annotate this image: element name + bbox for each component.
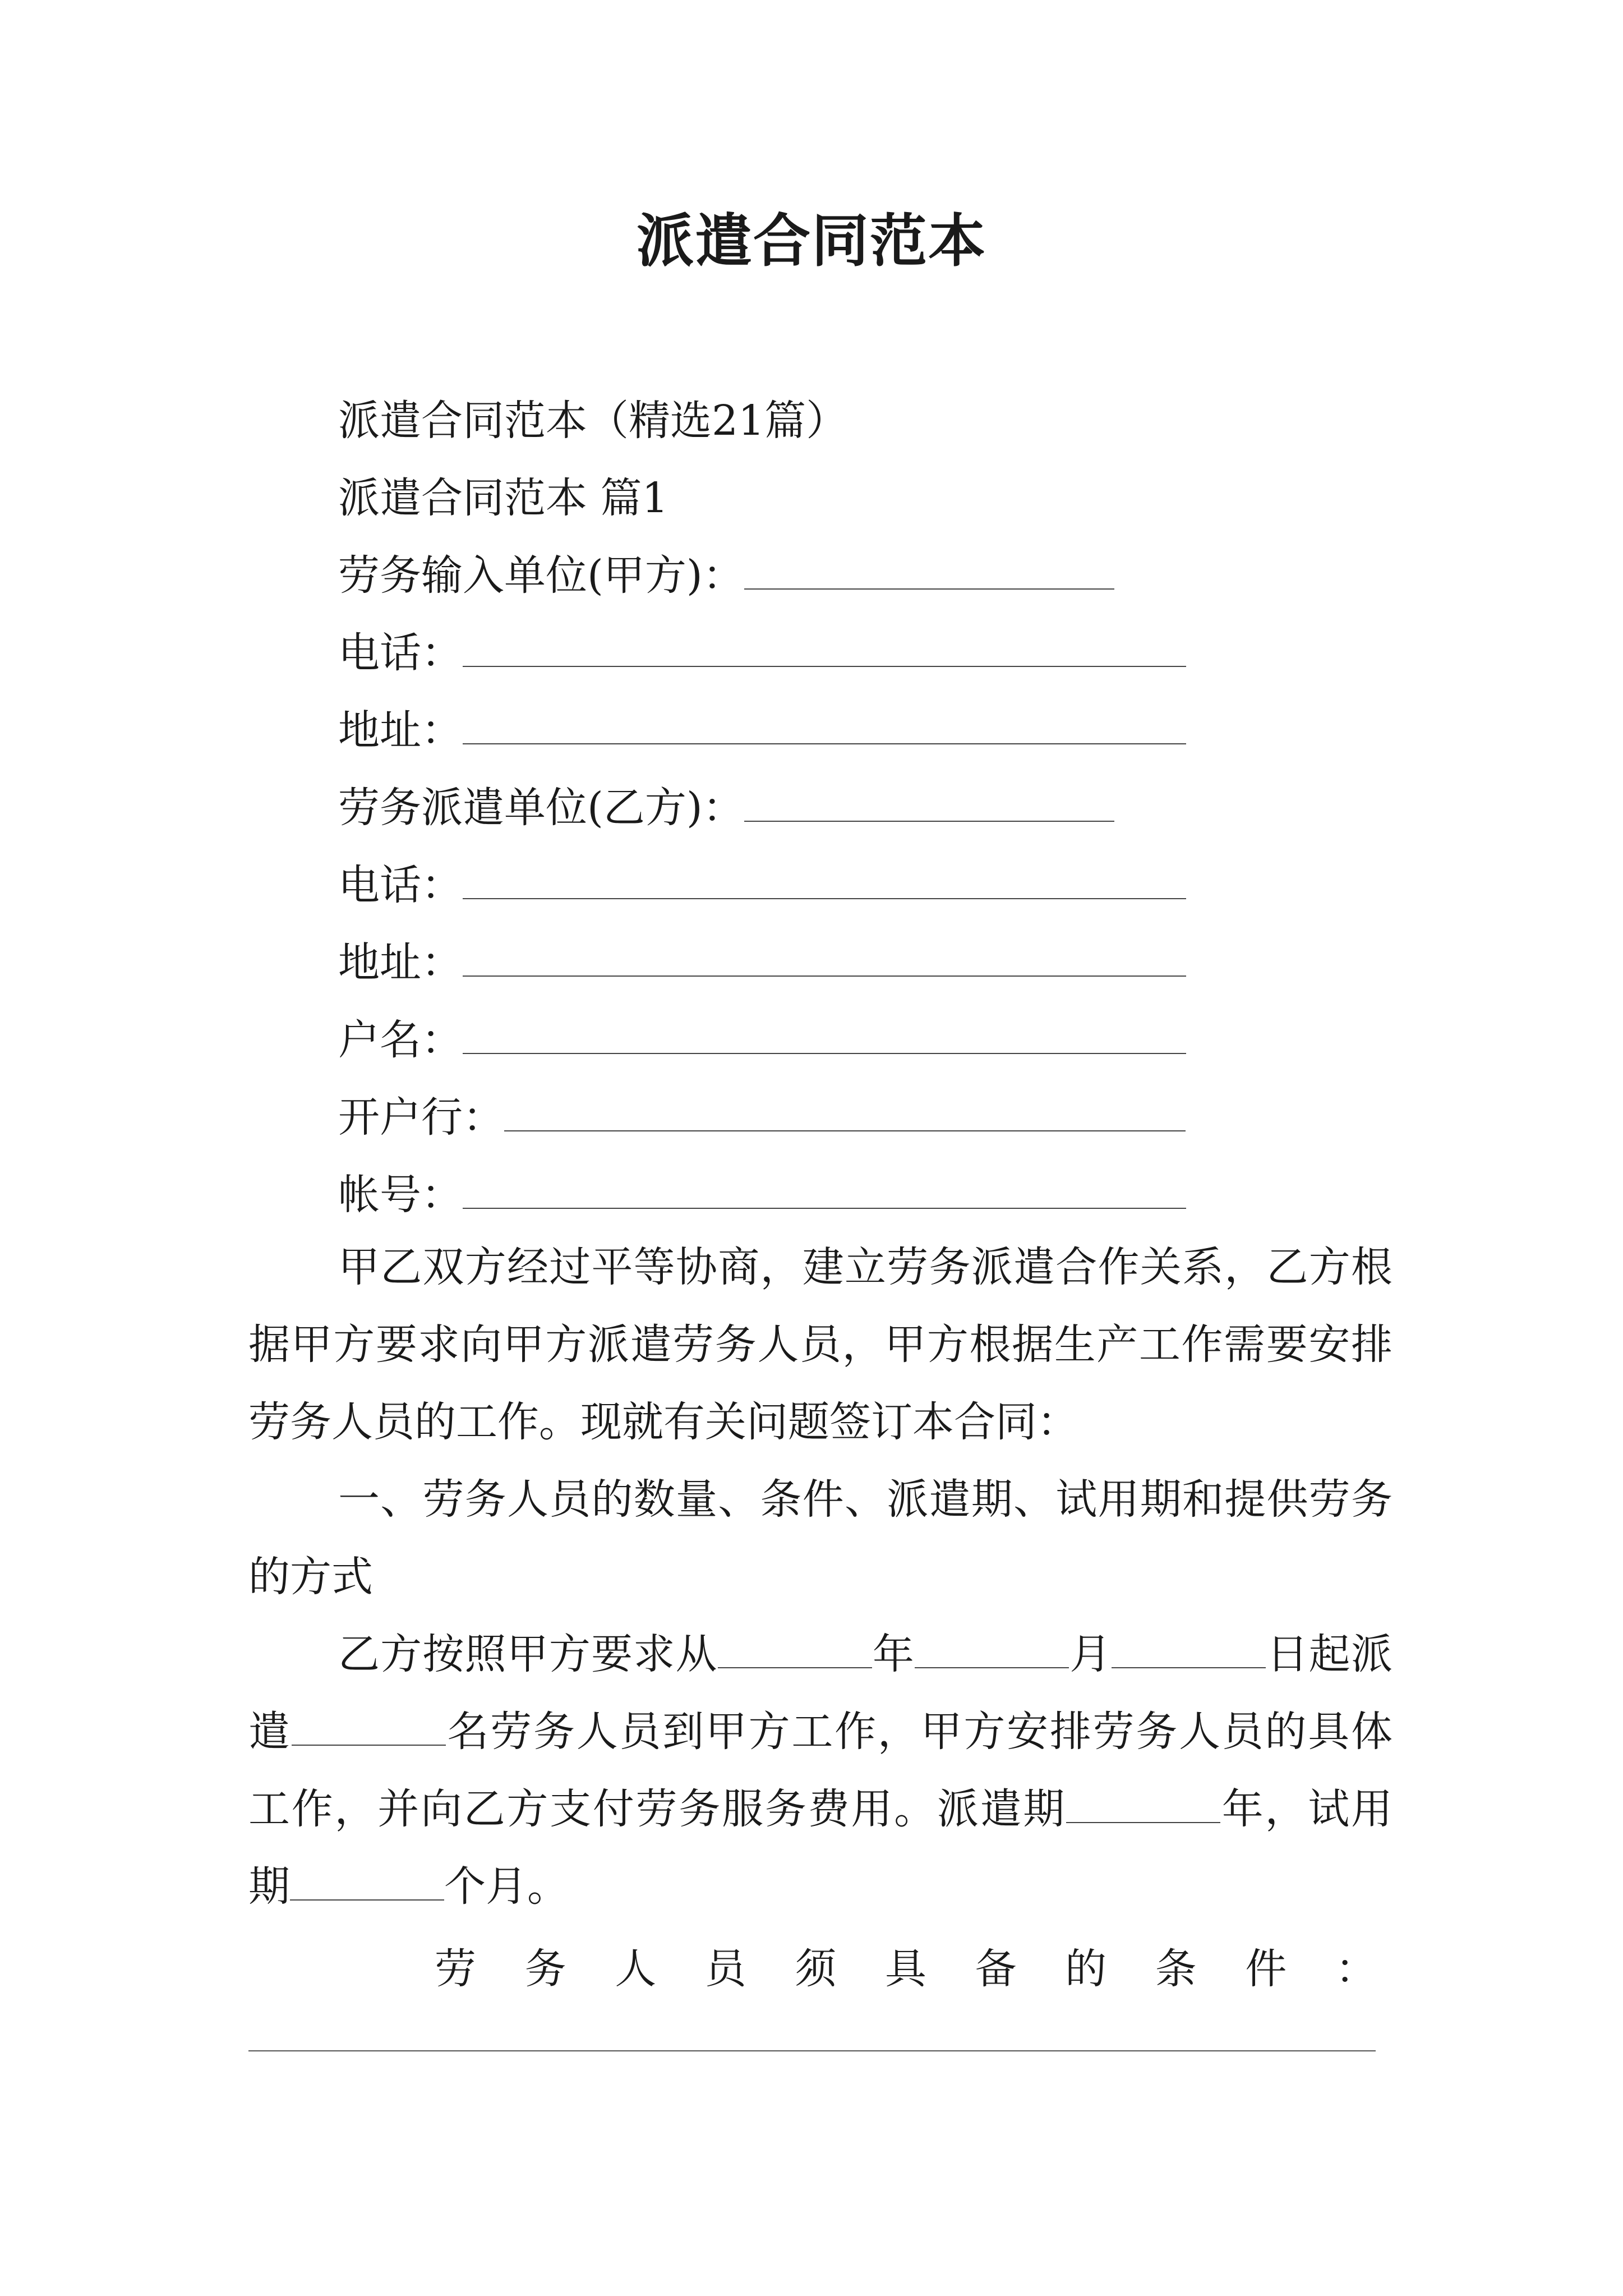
field-party-b-phone <box>338 857 1186 913</box>
text-segment: 个月。 <box>444 1862 569 1911</box>
paragraph-intro: 甲乙双方经过平等协商，建立劳务派遣合作关系，乙方根据甲方要求向甲方派遣劳务人员，甲方根据生产工作需要安排劳务人员的工作。现就有关问题签订本合同： <box>248 1243 1393 1446</box>
field-party-a-phone <box>338 625 1186 681</box>
field-party-a-address <box>338 702 1186 758</box>
heading-char: 的 <box>1065 1945 1107 1993</box>
heading-char: 劳 <box>435 1945 476 1993</box>
paragraph-dispatch-terms <box>248 1616 1393 1925</box>
fill-blank <box>463 629 1186 667</box>
headcount-blank <box>292 1711 446 1746</box>
fill-blank <box>744 784 1114 822</box>
field-label: 电话： <box>338 629 463 677</box>
text-segment: 乙方按照甲方要求从 <box>338 1630 718 1678</box>
dispatch-period-blank <box>1066 1788 1220 1823</box>
fill-line-divider <box>248 2050 1376 2051</box>
day-blank <box>1112 1634 1266 1668</box>
fill-blank <box>463 706 1186 744</box>
field-label: 地址： <box>338 706 463 754</box>
field-account-number <box>338 1167 1186 1223</box>
heading-char: 件 <box>1245 1945 1287 1993</box>
year-blank <box>718 1634 872 1668</box>
fill-blank <box>463 1016 1186 1054</box>
subtitle: 派遣合同范本（精选21篇） <box>338 397 848 445</box>
field-party-b-address <box>338 935 1186 991</box>
conditions-heading <box>435 1927 1377 2004</box>
field-account-name <box>338 1012 1186 1068</box>
trial-period-blank <box>290 1866 444 1901</box>
heading-char: 具 <box>884 1945 926 1993</box>
fill-blank <box>504 1093 1186 1131</box>
heading-char: 员 <box>704 1945 746 1993</box>
text-segment: 年，试用期 <box>248 1785 1393 1911</box>
section-heading: 派遣合同范本 篇1 <box>338 474 668 522</box>
heading-char: 人 <box>615 1945 657 1993</box>
text-segment: 日起派遣 <box>248 1630 1393 1756</box>
field-label: 开户行： <box>338 1093 504 1142</box>
field-label: 电话： <box>338 861 463 909</box>
fill-blank <box>463 1171 1186 1209</box>
field-label: 户名： <box>338 1016 463 1064</box>
field-label: 劳务输入单位(甲方)： <box>338 551 744 600</box>
heading-char: 务 <box>524 1945 566 1993</box>
field-label: 地址： <box>338 938 463 987</box>
heading-char: 备 <box>975 1945 1017 1993</box>
fill-blank <box>463 861 1186 899</box>
field-party-a-unit <box>338 547 1114 604</box>
paragraph-clause-one-heading: 一、劳务人员的数量、条件、派遣期、试用期和提供劳务的方式 <box>248 1475 1393 1601</box>
document-title: 派遣合同范本 <box>637 208 986 275</box>
month-blank <box>915 1634 1069 1668</box>
field-label: 劳务派遣单位(乙方)： <box>338 784 744 832</box>
heading-char: 须 <box>795 1945 837 1993</box>
text-segment: 名劳务人员到甲方工作，甲方安排劳务人员的具体工作，并向乙方支付劳务服务费用。派遣期 <box>248 1708 1393 1833</box>
text-segment: 年 <box>872 1630 915 1678</box>
field-bank <box>338 1089 1186 1145</box>
heading-char: ： <box>1335 1945 1377 1993</box>
text-segment: 月 <box>1069 1630 1112 1678</box>
field-party-b-unit <box>338 780 1114 836</box>
field-label: 帐号： <box>338 1171 463 1219</box>
fill-blank <box>463 938 1186 977</box>
heading-char: 条 <box>1155 1945 1197 1993</box>
fill-blank <box>744 551 1114 590</box>
